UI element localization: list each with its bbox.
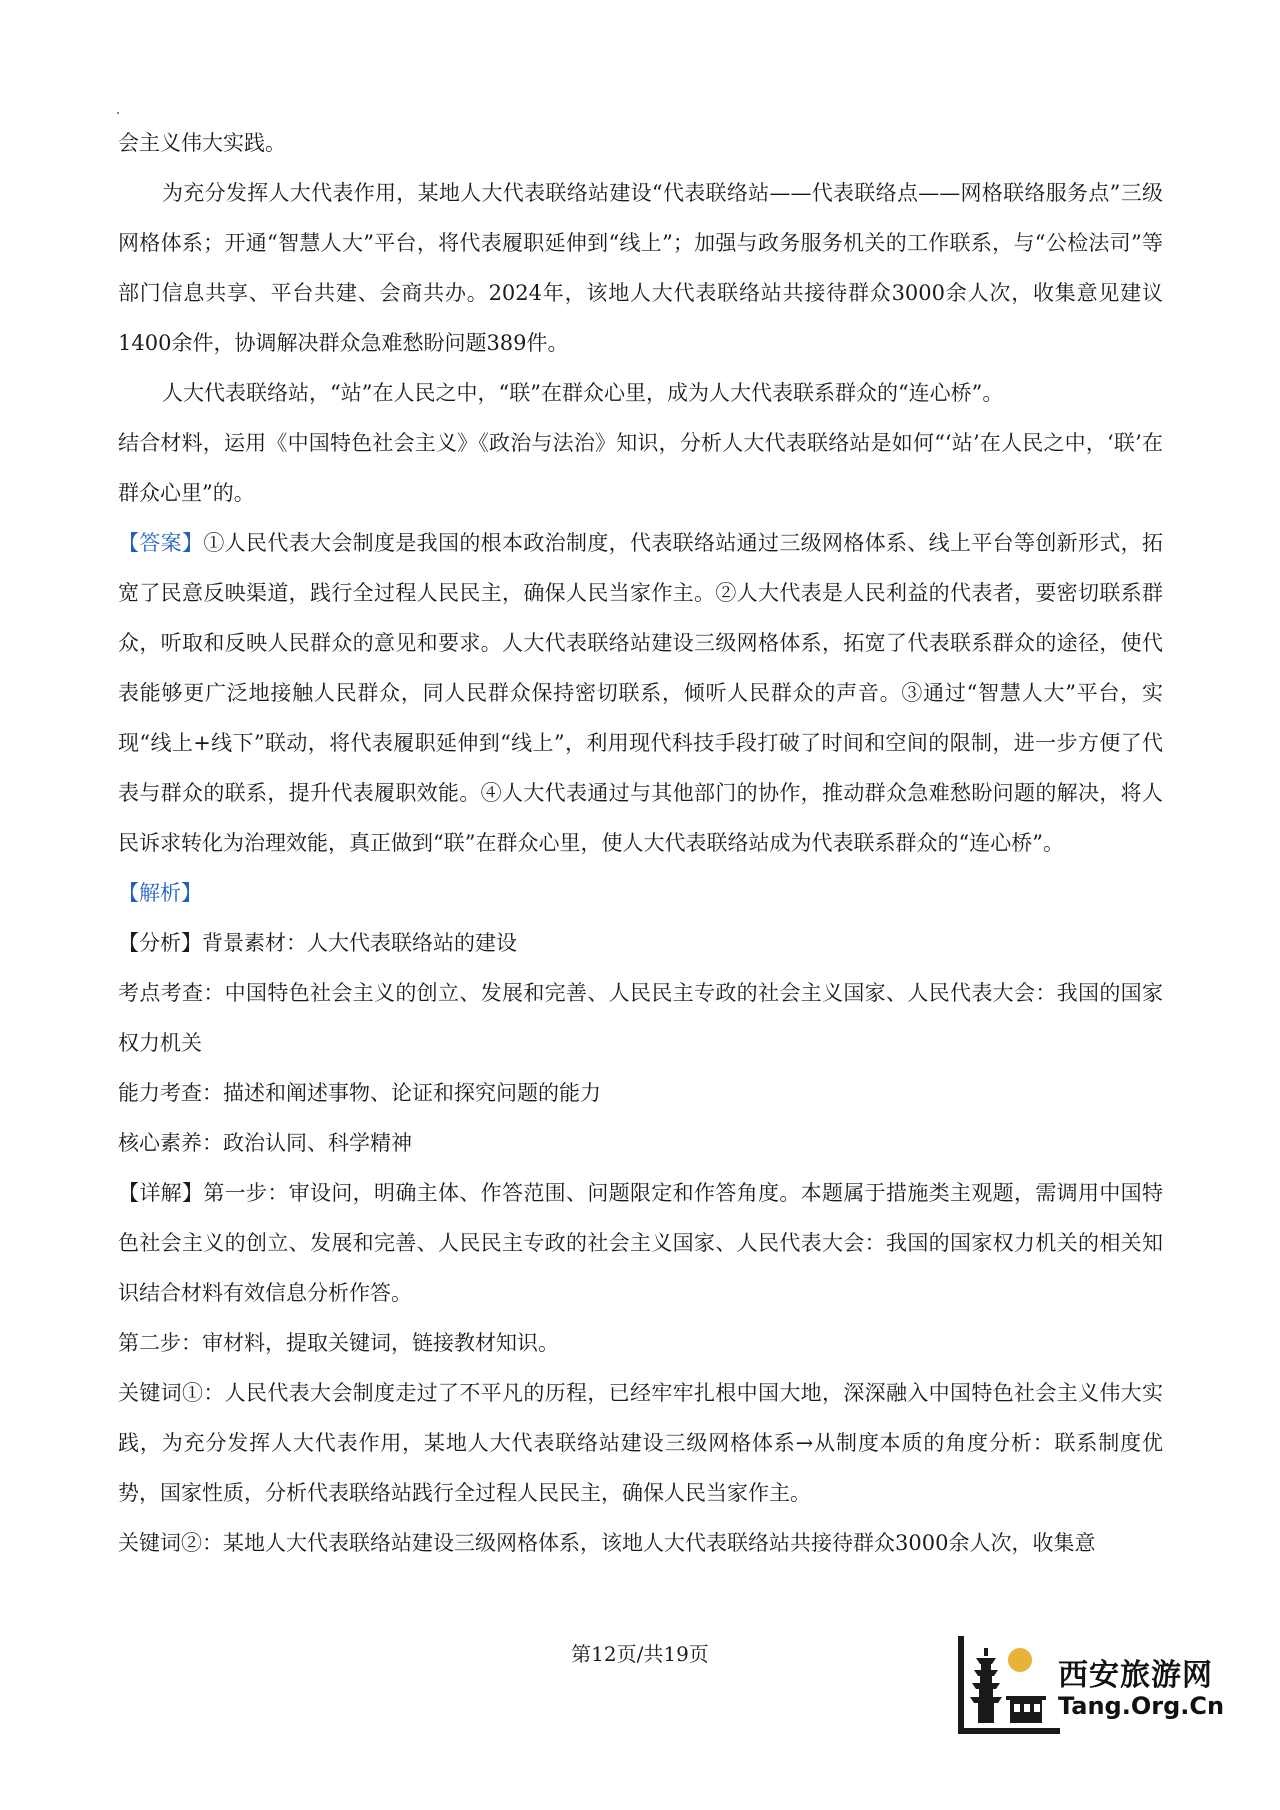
paragraph-summary: 人大代表联络站，“站”在人民之中，“联”在群众心里，成为人大代表联系群众的“连心桥”。 (162, 381, 1004, 405)
answer-label: 【答案】 (118, 531, 204, 555)
analysis-background: 【分析】背景素材：人大代表联络站的建设 (118, 931, 517, 955)
logo-url: Tang.Org.Cn (1058, 1692, 1225, 1720)
analysis-label: 【解析】 (118, 881, 202, 905)
answer-paragraph (118, 518, 1163, 868)
keyword-2: 关键词②：某地人大代表联络站建设三级网格体系，该地人大代表联络站共接待群众3000余人次，收集意 (118, 1531, 1096, 1555)
analysis-knowledge: 考点考查：中国特色社会主义的创立、发展和完善、人民民主专政的社会主义国家、人民代表大会：我国的国家权力机关 (118, 981, 1163, 1055)
analysis-heading (118, 868, 1163, 918)
paragraph-material: 为充分发挥人大代表作用，某地人大代表联络站建设“代表联络站——代表联络点——网格联络服务点”三级网格体系；开通“智慧人大”平台，将代表履职延伸到“线上”；加强与政务服务机关的工作联系，与“公检法司”等部门信息共享、平台共建、会商共办。2024年，该地人大代表联络站共接待群众3000余人次，收集意见建议1400余件，协调解决群众急难愁盼问题389件。 (118, 181, 1163, 355)
logo-title: 西安旅游网 (1058, 1658, 1213, 1693)
page-number: 第12页/共19页 (571, 1642, 709, 1666)
document-body (118, 118, 1163, 1568)
paragraph-1: 会主义伟大实践。 (118, 131, 286, 155)
pagoda-icon (962, 1636, 1058, 1726)
answer-text: ①人民代表大会制度是我国的根本政治制度，代表联络站通过三级网格体系、线上平台等创新形式，拓宽了民意反映渠道，践行全过程人民民主，确保人民当家作主。②人大代表是人民利益的代表者，要密切联系群众，听取和反映人民群众的意见和要求。人大代表联络站建设三级网格体系，拓宽了代表联系群众的途径，使代表能够更广泛地接触人民群众，同人民群众保持密切联系，倾听人民群众的声音。③通过“智慧人大”平台，实现“线上+线下”联动，将代表履职延伸到“线上”，利用现代科技手段打破了时间和空间的限制，进一步方便了代表与群众的联系，提升代表履职效能。④人大代表通过与其他部门的协作，推动群众急难愁盼问题的解决，将人民诉求转化为治理效能，真正做到“联”在群众心里，使人大代表联络站成为代表联系群众的“连心桥”。 (118, 531, 1164, 855)
site-logo (958, 1636, 1225, 1732)
keyword-1: 关键词①：人民代表大会制度走过了不平凡的历程，已经牢牢扎根中国大地，深深融入中国特色社会主义伟大实践，为充分发挥人大代表作用，某地人大代表联络站建设三级网格体系→从制度本质的角度分析：联系制度优势，国家性质，分析代表联络站践行全过程人民民主，确保人民当家作主。 (118, 1381, 1163, 1505)
analysis-literacy: 核心素养：政治认同、科学精神 (118, 1131, 412, 1155)
question-text: 结合材料，运用《中国特色社会主义》《政治与法治》知识，分析人大代表联络站是如何“‘站’在人民之中，‘联’在群众心里”的。 (118, 431, 1163, 505)
analysis-ability: 能力考查：描述和阐述事物、论证和探究问题的能力 (118, 1081, 601, 1105)
detail-step-2: 第二步：审材料，提取关键词，链接教材知识。 (118, 1331, 559, 1355)
detail-step-1: 【详解】第一步：审设问，明确主体、作答范围、问题限定和作答角度。本题属于措施类主观题，需调用中国特色社会主义的创立、发展和完善、人民民主专政的社会主义国家、人民代表大会：我国的国家权力机关的相关知识结合材料有效信息分析作答。 (118, 1181, 1163, 1305)
scan-dot (117, 112, 119, 114)
